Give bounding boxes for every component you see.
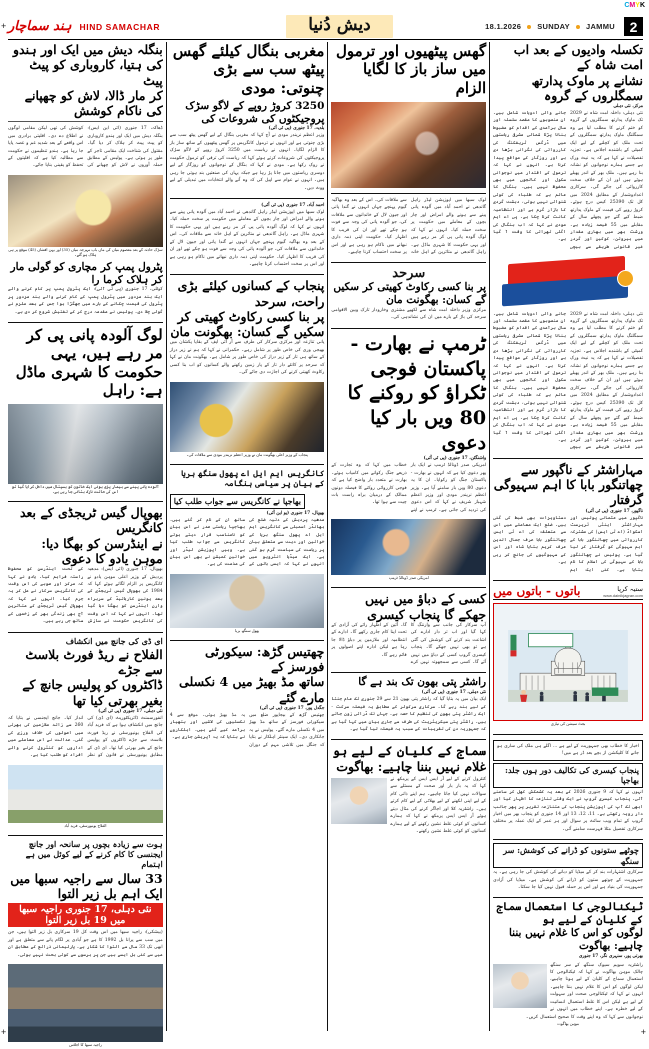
cartoon-website-url[interactable]: www.dainikjagran.com: [603, 592, 643, 598]
headline-line-2: جھکے گا پنجاب کیسری: [367, 606, 487, 622]
photo-caption: امریکی صدر ڈونالڈ ٹرمپ: [388, 575, 429, 581]
column-mid-right: [331, 42, 486, 1031]
modi-mann-photo-figure: [170, 382, 325, 459]
edition-date: 18.1.2026: [485, 22, 522, 31]
kicker-boxed: پنجاب کیسری کی تکالیف دور ہوں جلد: بھاجپا: [493, 763, 643, 788]
article-rajya-sabha-pending-bills[interactable]: [8, 839, 163, 962]
divider: [8, 632, 163, 633]
divider: [8, 121, 163, 122]
headline-line-1: کسی کے دباؤ میں نہیں: [364, 591, 487, 607]
divider: [493, 458, 643, 459]
article-body: مدھیہ پردیش کے دتیہ ضلع کی بھانڈر اسمبلی سے کانگریس ایم ایل اے پھول سنگھ بریا کے خواتین اور دیت سے متعلق بیان پر ریاست کی سیاست گرم ہو گئی ہے۔ ایک میڈیا انٹرویو میں انہوں نے کہا کہ ایسی باتوں کے ساتھ ان کے نام کر گئے ہیں۔ بھاجپا ریاستی صدر نے اس بیان کو نامناسب قرار دیتے ہوئے کانگریس سے جواب طلب کیا ہے۔ وہیں اپوزیشن لیڈر اور خواتین کمیشن نے بھی اس بیان کی مذمت کی ہے۔: [169, 517, 325, 568]
university-building-photo: [8, 765, 163, 823]
article-body: (بیشکی): راجیہ سبھا میں اس وقت کل 19 سرکاری بل زیر التوا ہیں، جن میں سب سے پرانا بل 1992 کا ہے جو آبادی پر لگام پانے سے متعلق ہے اور ابھی تک 33 سال سے التوا کا شکار ہے۔ پارلیمانی ذرائع کے مطابق ان میں سے کئی بل ایسے ہیں جن پر برسوں سے کوئی بحث نہیں ہوئی۔: [8, 930, 163, 958]
crowd-photo-figure: [331, 102, 486, 188]
content-grid: [8, 42, 643, 1047]
column-divider: [489, 42, 490, 1031]
article-body: انفورسمنٹ ڈائریکٹوریٹ (ای ڈی) کی جانچ میں انکشاف ہوا ہے کہ فرید آباد کی الفلاح یونیورسٹی نے ریڈ فورٹ بلاسٹ سے جڑے ڈاکٹروں کو پولیس جانچ کے بغیر بھرتی کیا تھا۔ ای ڈی کے مطابق یونیورسٹی نے قانون کو نظر انداز کیا۔ جانچ ایجنسی نے بتایا کہ 260 سے زائد ملازمین کی بھرتی میں اصولوں کی خلاف ورزی کی گئی۔ عدالت نے اس معاملے میں اداروں کو کنٹرول کرنے والے افراد کو طلب کیا ہے۔: [8, 715, 163, 759]
cartoon-left-label: [511, 635, 517, 657]
article-body: امریکی صدر ڈونالڈ ٹرمپ نے ایک بار پھر دعوی کیا ہے کہ انہوں نے بھارت - پاکستان جنگ کو رکوایا۔ ان کا یہ دعوی 80 ویں بار سامنے آیا ہے۔ وزیر اعظم نریندر مودی اور وزیر اعظم شہباز شریف نے کہا کہ اس دعوی کی تردید کی جاتی ہے۔ ٹرمپ نے اپنے خطاب میں کہا کہ وہ تجارت کے ذریعے جنگ رکوانے میں کامیاب ہوئے۔ بھارت نے متعدد بار واضح کیا ہے کہ فوجی کارروائی روکنے کا فیصلہ دونوں ممالک کے درمیان براہ راست بات چیت سے ہوا تھا۔: [331, 463, 487, 513]
headline-line-2: ڈاکٹروں کو پولیس جانچ کے بغیر بھرتی کیا تھا: [22, 677, 163, 708]
headline-line-1: الفلاح نے ریڈ فورٹ بلاسٹ سے جڑے: [25, 646, 163, 678]
sarhad-section-header: سرحد: [392, 266, 426, 282]
column-divider: [327, 42, 328, 1031]
crop-mark-bottom-left: +: [1, 1027, 7, 1037]
article-body: پانی تنازعہ اور مرکزی سرکار کی طرف سے آر آئی ایف کے بقایا پکشان میں بھیجی وری کی خاص طور پر شامل رہے۔ حکمرانی نے کہا کہ ہم نے زیر دراز کے ساتھ ہی تار کے زیر دراز کی خاص طور پر شامل ہے۔ بھگونت مان نے کہا کہ سرحد پر کانٹے دار تار کے پار زمین رکھنے والے کسانوں کو اب بنا کسی رکاوٹ کھیتی کرنے کی اجازت دی جائے گی۔: [169, 340, 325, 376]
divider: [331, 328, 486, 329]
headline-line-1: ٹیکنالوجی کا استعمال سماج کے کلیان کے لیے ہو: [496, 901, 643, 927]
article-body: سرکاری اشتہارات بند کر کے میڈیا کو دبانے کی کوشش کی جا رہی ہے۔ یہ جمہوریت کے چوتھے ستون کو ڈرانے کی کوشش ہے۔ میڈیا کی آزادی جمہوریت کی بنیاد ہے اور اس پر حملہ قبول نہیں کیا جا سکتا۔: [493, 870, 643, 890]
parliament-photo-figure: [8, 964, 163, 1049]
cartoon-caption: بجٹ سیشن کی تیاری: [550, 721, 586, 727]
alfalah-building-figure: [8, 765, 163, 830]
cmyk-registration-marks: [624, 2, 645, 9]
article-body: لوک سبھا میں اپوزیشن لیڈر راہل گاندھی نے احمد آباد میں آلودہ پانی پینے سے ہونے والے امراض اور چار بچوں کے معاملے میں حکومت پر سخت حملہ کیا۔ انہوں نے کہا کہ لوگ آلودہ پانی پی کر مر رہے ہیں اور یہی حکومت کا شہری ماڈل ہے۔ راہل گاندھی نے متاثرین کے اہل خانہ سے ملاقات کی۔ اس کے بعد وہ بھاگیہ گیوم پہنچے جہاں انہوں نے گندا پانی اور جیون لال کے خاندانوں سے ملاقات کی، جو آلودہ پانی کی وجہ سے فوت ہو چکے تھے اور ان کی قریب کا اظہار کیا۔ حکومت اپنی ذمہ داری نبھانے میں ناکام ہو رہی ہے اور اس پر سخت احتساب کرنا چاہیے۔: [331, 197, 487, 255]
photo-caption: سڑک حادثہ کے بعد معصوم میاں کی ماں باپ مہرجہ میاں (35) اور بہن افشاں (45) موقع پر ہی ہلاک ہو گئے۔: [8, 246, 163, 257]
headline: 33 سال سے راجیہ سبھا میں ایک اہم بل زیر التوا: [10, 870, 163, 901]
parliament-photo: [8, 964, 163, 1042]
article-body: اخبار کا خطاب بھی جمہوریت کے لیے ہے ... اگلے ہی ملک کی ساری ہو جانے کا کلیکشن از بچے بعد ڈر ہے میں!: [497, 744, 639, 757]
divider: [493, 734, 643, 735]
crop-mark-top-left: +: [1, 21, 7, 31]
bhagwat-portrait: [331, 778, 387, 824]
divider: [331, 587, 486, 588]
article-body: انہوں نے کہا کہ 9 جنوری 2026 کے بعد یہ کشمکش کھل کر سامنے آئی۔ پنجاب کیسری گروپ نے ایک وقتی تنازعہ کا اظہار کیا اور ابھی تک آپ کی اپوزیشن پنجاب کی متنازعہ تقریر پر پھر جانب دار رویہ رکھتی ہے۔ 11، 12، 13 اور 14 جنوری کو پنجاب بھر میں اخبار گروپ کے تمام ویب سائٹ پر سوال اور ہر عمر کے ایک عملہ پر مختلف سرکاری تفصیل مثلا فہرست سامنے آئی۔: [493, 789, 643, 832]
article-body: کوٹلی، 17 جنوری (پی ٹی آئی): ایک پٹرول پمپ پر کام کرنے والے ایک ہند مزدور میں پٹرول پمپ کے کام کرنے والے ہند مزدور پر پٹرول کی قیمت چکانے کے بارے میں جھگڑا ہوا جس کے بعد ملزم نے گولی چلا دی۔ پولیس نے مقدمہ درج کر کے تفتیش شروع کر دی ہے۔: [8, 287, 163, 315]
article-rahul-water-body[interactable]: [170, 202, 325, 272]
article-nagpur-chhatangur-baba-arrest[interactable]: [493, 462, 643, 577]
article-body: نئی دہلی: داخلہ امت شاہ نے 2029 تک ماوک پدارتھ سمگلروں کے گروہ کو ختم کرنے کا مطلب لیا ہے وہ سمگلنگ ماوک پدارتھ سمگلروں کے تحت ملک کو کچلنے کے لیے ایک کمیٹی کے باشندے اجلاس ہے۔ تجزیہ تفصیلات نے کہا ہے کہ یہ نیٹ ورک ہے جسے ہمارے نوجوانوں کو نشانہ بنا رہے ہیں۔ ملک بھر کے اندر پھیلے ہوئے ہیں اور ان کے خلاف سخت کارروائی کی جائے گی۔ سرکاری اعدادوشمار کے مطابق 2024 میں کل تک 25390 کیس درج ہوئے۔ کروڑ روپے کی قیمت کے ماوک پدارتھ ضبط کیے گئے جو پچھلے سال کے مقابلے میں 55 فیصد زیادہ ہے۔ ورشٹ بھر میں بھاری مقدار میں ہیروئن، کوکین اور گردر غیر قانونی طریقے سے بیچی جانے والی ادویات شامل ہیں۔ ان منصوبوں کا مقصد سلسلہ اور سال برآمدی کے اقدام کو مضبوط بنانا پڑتا شمالی مشرقی ریاستوں میں ڈرگس ٹریفکنگ کی کارروائی کی نگرانی بڑھا دی ہے اور روزگار کے مواقع پیدا کرنا ہے۔ انہوں نے کہا کہ ترمول کے اقتدار میں نوجوانی سکول اور کالجوں میں بھی محفوظ نہیں ہیں۔ بنگال کا عالم ہے کہ طلباء کی کوئی شنوائی نہیں ہوتی، دہشت گردی کا بازار گرم ہے اور انتظامیہ کانٹ کرنا چکا ہے۔ پی اے ایم مودی نے کہا کہ اب بنگال کی اگلی تھرائی کا وقت آ گیا ہے۔: [493, 311, 643, 451]
headline-line-2: پر بنا کسی رکاوٹ کھیتی کر سکیں گے کسان: بھگونت مان: [170, 308, 325, 340]
divider: [170, 464, 325, 465]
headline-line-2: پر بنا کسی رکاوٹ کھیتی کر سکیں گے کسان: بھگونت مان: [333, 281, 487, 307]
edition-city: JAMMU: [586, 22, 615, 31]
article-body: آپ سرکار کی جانب سے وارننگ کا کہا گیا اور اب تر دار ادارے کی اشاعت بند کرنے کی کوشش کی گئی ہے تو بھی نہیں جھکے گا۔ پنجاب کیسری گروپ کسی کے دباؤ میں نہیں آئے گا۔ کسی سے سمجھوتہ نہیں کرے گا۔ آئین کے اظہار رائے کی آزادی کے تحت اپنا کام جاری رکھے گا۔ ادارے کے انتظامیہ اور ملازمین پر دباؤ ڈالا جا رہا ہے لیکن ادارہ اپنے اصولوں پر قائم رہے گا۔: [331, 622, 487, 665]
headline-line-1: بنگلہ دیش میں ایک اور ہندو کی ہتیا، کاروباری کو پیٹ پیٹ: [12, 42, 163, 88]
article-chhattisgarh-naxals-left[interactable]: [170, 644, 325, 752]
separator-dot-icon: [576, 25, 580, 29]
headline-line-1: پنجاب کے کسانوں کیلئے بڑی راحت، سرحد: [177, 278, 325, 309]
article-amit-shah-continued[interactable]: [493, 311, 643, 455]
photo-caption: راجیہ سبھا کا اجلاس: [68, 1041, 102, 1047]
article-body: لوک سبھا میں اپوزیشن لیڈر راہل گاندھی نے احمد آباد میں آلودہ پانی پینے سے ہونے والے امراض اور چار بچوں کے معاملے میں حکومت پر سخت حملہ کیا۔ انہوں نے کہا کہ لوگ آلودہ پانی پی کر مر رہے ہیں اور یہی حکومت کا شہری ماڈل ہے۔ راہل گاندھی نے متاثرین کے اہل خانہ سے ملاقات کی۔ اس کے بعد وہ بھاگیہ گیوم پہنچے جہاں انہوں نے گندا پانی اور جیون لال کے خاندانوں سے ملاقات کی، جو آلودہ پانی کی وجہ سے فوت ہو چکے تھے اور ان کی قریب کا اظہار کیا۔ حکومت اپنی ذمہ داری نبھانے میں ناکام ہو رہی ہے اور اس پر سخت احتساب کرنا چاہیے۔: [169, 209, 325, 268]
headline-line-1: تکسلہ وادیوں کے بعد اب امت شاہ کے: [513, 42, 643, 73]
headline: مہاراشٹر کے ناگپور سے چھاتنگور بابا کا اہم سہیوگی گرفتار: [493, 461, 643, 508]
article-body: ڈھاکہ، 17 جنوری (ائی این ایس): بنگلہ دیش میں ایک اور ہندو کاروباری کو پیٹ پیٹ کر ہلاک کر دیا گیا۔ مقتول کی شناخت ایک مقامی تاجر کے طور پر ہوئی ہے۔ پولیس کے مطابق حملہ آوروں نے لاش کو چھپانے کی کوشش کی تھی لیکن مقامی لوگوں نے اطلاع دے دی۔ اقلیتی برادری میں اس واقعے کے بعد شدید غم و غصہ پایا جا رہا ہے۔ ہندو تنظیموں نے حکومت سے مطالبہ کیا ہے کہ اقلیتوں کے تحفظ کو یقینی بنایا جائے۔: [8, 126, 163, 169]
capitol-building-illustration: [503, 630, 633, 702]
phool-singh-portrait: [170, 574, 325, 628]
separator-dot-icon: [527, 25, 531, 29]
article-alfalah-ed-probe[interactable]: [8, 636, 163, 763]
article-rashtrapati-bhavan-closed[interactable]: [331, 676, 486, 736]
headline-line-2: نے اینڈرسن کو بھگا دیا: موہن یادو کا دعوی: [41, 535, 163, 566]
rally-crowd-photo: [331, 102, 486, 188]
subheadline: 3250 کروڑ روپے کے لاگو سڑک پروجیکٹوں کی شروعات کی: [185, 99, 325, 125]
cyan-mark: C: [624, 2, 630, 9]
kicker: ہوت سے زیادہ بچوں پر سانحہ اور جانچ ایجنسی کا کام کرنے کے لیے کوئل میں ہے اہتمام: [25, 838, 163, 870]
section-title: دیش دُنیا: [286, 15, 393, 38]
article-bhopal-gas-tragedy[interactable]: [8, 505, 163, 629]
edition-day: SUNDAY: [537, 22, 570, 31]
article-editorial-note[interactable]: [493, 740, 643, 761]
article-punjab-farmers-side[interactable]: [331, 281, 486, 324]
headline-line-2: کر مار ڈالا، لاش کو چھپانے کی ناکام کوشش: [24, 87, 163, 118]
off-record-seal-icon: [617, 270, 634, 287]
headline-line-1: ٹرمپ نے بھارت - پاکستان فوجی: [350, 332, 487, 380]
divider: [331, 262, 486, 263]
headline-line-2: لوگوں کو اس کا غلام نہیں بننا چاہیے: بھاگوت: [508, 926, 643, 952]
black-mark: K: [639, 2, 645, 9]
divider: [331, 739, 486, 740]
page-number-badge: 2: [624, 17, 643, 36]
cartoon-bottom-sign: [592, 688, 618, 696]
trump-photo: [331, 519, 486, 575]
article-amit-shah-drug-smugglers[interactable]: [493, 42, 643, 254]
magenta-mark: M: [629, 2, 636, 9]
article-bangladesh-hindu-killing[interactable]: [8, 42, 163, 173]
article-congress-mla-statement[interactable]: [170, 468, 325, 572]
headline-line-1: چھتیس گڑھ: سیکورٹی فورسز کے: [205, 643, 325, 674]
article-body: بھوپال، 17 جنوری (ائی ایس): مدھیہ پردیش کے وزیر اعلی موہن یادو نے کانگریس پر الزام لگاتے ہوئے کہا کہ 1984 کی بھوپال گیس ٹریجڈی کے بعد یونین کاربائیڈ کے سربراہ وارن اینڈرسن کو بھگا دیا گیا تھا۔ انہوں نے کہا کہ اس وقت کی کانگریس حکومت نے سازش کے تحت اینڈرسن کو محفوظ راستہ فراہم کیا۔ یادو نے کہا کہ مرکز اور صوبے کی اس وقت کی کانگریس سرکار نے مل کر یہ جرم کیا۔ انہوں نے کہا کہ بھوپال گیس ٹریجڈی کے متاثرین آج بھی زندگی بھر کے زخموں کے ساتھ جی رہے ہیں۔: [8, 567, 163, 625]
divider: [331, 193, 486, 194]
photo-caption: پھول سنگھ بریا: [234, 627, 260, 633]
dateline: نئی دہلی، 17 جنوری (پی ٹی آئی): [421, 690, 487, 696]
headline-line-1: سماج کے کلیان کے لیے ہو: [332, 743, 487, 759]
article-trump-india-pak-claim[interactable]: [331, 332, 486, 518]
cartoonist-name: ستیہ کرپا: [617, 584, 643, 593]
divider: [8, 322, 163, 323]
headline-line-2: ٹکراؤ کو روکنے کا 80 ویں بار کیا دعوی: [347, 382, 487, 454]
photo-caption: موہن بھاگوت: [557, 1021, 579, 1027]
cartoon-section[interactable]: [493, 584, 643, 731]
cartoon-title: باتوں - باتوں میں: [493, 584, 581, 599]
cartoon-top-sign: [528, 634, 572, 647]
masthead-center: [204, 15, 475, 38]
article-punjab-kesari-bjp[interactable]: [493, 763, 643, 836]
headline: پٹرول پمپ کر مچاری کو گولی مار کر ہلاک کرما را: [10, 260, 163, 286]
photo-caption: الفلاح یونیورسٹی، فرید آباد: [64, 822, 107, 828]
headline: لوگ آلودہ پانی پی کر مر رہے ہیں، یہی حکومت کا شہری ماڈل ہے: راہل: [15, 326, 163, 399]
divider: [8, 501, 163, 502]
article-body: نئی دہلی: داخلہ امت شاہ نے 2029 تک ماوک پدارتھ سمگلروں کے گروہ کو ختم کرنے کا مطلب لیا ہے وہ سمگلنگ ماوک پدارتھ سمگلروں کے تحت ملک کو کچلنے کے لیے ایک کمیٹی کے باشندے اجلاس ہے۔ تجزیہ تفصیلات نے کہا ہے کہ یہ نیٹ ورک ہے جسے ہمارے نوجوانوں کو نشانہ بنا رہے ہیں۔ ملک بھر کے اندر پھیلے ہوئے ہیں اور ان کے خلاف سخت کارروائی کی جائے گی۔ سرکاری اعدادوشمار کے مطابق 2024 میں کل تک 25390 کیس درج ہوئے۔ کروڑ روپے کی قیمت کے ماوک پدارتھ ضبط کیے گئے جو پچھلے سال کے مقابلے میں 55 فیصد زیادہ ہے۔ ورشٹ بھر میں بھاری مقدار میں ہیروئن، کوکین اور گردر غیر قانونی طریقے سے بیچی جانے والی ادویات شامل ہیں۔ ان منصوبوں کا مقصد سلسلہ اور سال برآمدی کے اقدام کو مضبوط بنانا پڑتا شمالی مشرقی ریاستوں میں ڈرگس ٹریفکنگ کی کارروائی کی نگرانی بڑھا دی ہے اور روزگار کے مواقع پیدا کرنا ہے۔ انہوں نے کہا کہ ترمول کے اقتدار میں نوجوانی سکول اور کالجوں میں بھی محفوظ نہیں ہیں۔ بنگال کا عالم ہے کہ طلباء کی کوئی شنوائی نہیں ہوتی، دہشت گردی کا بازار گرم ہے اور انتظامیہ کانٹ کرنا چکا ہے۔ پی اے ایم مودی نے کہا کہ اب بنگال کی اگلی تھرائی کا وقت آ گیا ہے۔: [493, 111, 643, 250]
hospital-photo: [8, 404, 163, 484]
trump-photo-figure: [331, 519, 486, 582]
cartoon-header: [493, 584, 643, 600]
masthead-right: [475, 17, 643, 36]
article-rahul-water-continued[interactable]: [331, 197, 486, 260]
article-body-side: مرکزی وزیر داخلہ امت شاہ سے لکھیے مشتری وخارودار تارک وبین الاقوامی سرحد کی باڑ کے بارے میں ان کی نشاندہی کی۔: [331, 307, 487, 321]
divider: [170, 640, 325, 641]
article-modi-bengal-headline2[interactable]: [331, 42, 486, 100]
dateline: مرکز، نئی دہلی: [613, 104, 643, 109]
column-divider: [166, 42, 167, 1031]
article-petrol-pump-shooting[interactable]: [8, 261, 163, 319]
yellow-mark: Y: [635, 2, 640, 9]
article-modi-subhead-block[interactable]: [170, 100, 325, 195]
headline-line-2: غلام نہیں بننا چاہیے: بھاگوت: [336, 758, 487, 774]
divider: [493, 897, 643, 898]
headline-line-2: ساتھ مڈ بھیڑ میں 4 نکسلی مارے گئے: [179, 674, 325, 705]
hind-samachar-urdu-logo[interactable]: ہند سماچار: [8, 19, 72, 34]
accident-photo-figure: [8, 175, 163, 259]
cartoon-frame: [493, 603, 643, 721]
dateline: جگدل پور، 17 جنوری (پی ٹی آئی): [259, 705, 325, 711]
headline: راشٹر پتی بھون تک بند ہے گا: [358, 676, 487, 689]
dateline: بلدیہ، 17 جنوری (پی ٹی آئی): [268, 126, 325, 132]
article-punjab-farmers-relief-left[interactable]: [170, 278, 325, 379]
divider: [493, 839, 643, 840]
headline-line-1: مغربی بنگال کیلئے گھس پیٹھ سب سے بڑی چنوتی: مودی: [172, 42, 325, 97]
dateline: بھرتی پور، سنہری نگر، 17 جنوری: [578, 953, 643, 959]
article-rahul-water-headline-left[interactable]: [8, 326, 163, 402]
divider: [170, 198, 325, 199]
article-bhagwat-technology-left[interactable]: [331, 743, 486, 838]
column-right: [493, 42, 643, 1031]
red-ribbon-banner: نئی دہلی، 17 جنوری راجیہ سبھا میں 19 بل زیر التوا: [8, 903, 163, 927]
bhagwat-photo: [493, 964, 547, 1008]
dateline: بھوپال، 17 جنوری (یو این آئی): [266, 510, 325, 516]
kicker-boxed: چوٹھے ستونوں کو ڈرانے کی کوشش: سر سنگھ: [493, 843, 643, 868]
article-body: وزیر اعظم نریندر مودی نے آج کہا کہ مغربی بنگال کے لیے گھس پیٹھ سب سے بڑی چنوتی ہے اور انہوں نے ترمول کانگریس پر گھس پیٹھیوں کے ساتھ ساز باز کا الزام لگایا۔ انہوں نے ریاست میں 3250 کروڑ روپے کے لاگو سڑک پروجیکٹوں کی شروعات کرتے ہوئے کہا کہ ریاست کی ترقی کو ترمول حکومت نے روک رکھا ہے۔ مودی نے کہا کہ بنگال کے نوجوانوں کو روزگار کے لیے دوسری ریاستوں میں جانا پڑ رہا ہے جبکہ یہاں کی صنعتیں بند ہوتی جا رہی ہیں۔ انہوں نے عوام سے اپیل کی کہ وہ آنے والے انتخابات میں تبدیلی کے لیے ووٹ دیں۔: [169, 133, 325, 191]
dateline: واشنگٹن، 17 جنوری (پی ٹی آئی): [423, 456, 487, 462]
masthead-left: [8, 19, 204, 34]
dateline: نئی دہلی، 17 جنوری (پی ٹی آئی): [98, 708, 163, 714]
divider: [170, 274, 325, 275]
divider: [493, 580, 643, 581]
article-bhagwat-technology[interactable]: [493, 901, 643, 1031]
hospital-photo-figure: [8, 404, 163, 496]
accident-photo: [8, 175, 163, 247]
dateline: ناگپور، 17 جنوری (پی ٹی آئی): [585, 508, 643, 514]
article-body: چھتیس گڑھ کے بیجاپور ضلع میں سیکورٹی فورسز کے ساتھ مڈ بھیڑ میں 4 نکسلی مارے گئے۔ پولیس نے یہ جانکاری دی۔ ایک سینئر اہلکار نے بتایا کہ جنگل میں تلاشی مہم کے دوران یہ مڈ بھیڑ ہوئی۔ موقع سے 4 نکسلیوں کی لاشیں اور ہتھیار برآمد کیے گئے ہیں۔ اہلکاروں نے بتایا کہ یہ آپریشن جاری ہے۔: [169, 712, 325, 748]
headline-line-2: نشانے پر ماوک پدارتھ سمگلروں کے گروہ: [531, 72, 643, 103]
phool-singh-photo-figure: [170, 574, 325, 635]
kicker-boxed: بھاجپا نے کانگریس سے جواب طلب کیا: [170, 494, 305, 508]
column-mid-left: [170, 42, 325, 1031]
article-fourth-pillar-intimidation[interactable]: [493, 843, 643, 894]
article-body: کنٹرول کرنے کے لیے آر ایس ایس کے پرمکھ نے کہا کہ یہ بار بار اور صحت کے مسئلے سے سوالات نہیں کیا جانا چاہیے۔ ہم اپنے ذاتی کام کے لیے اپنی لکھنے کے لیے بھلائی کے لیے کام کرتے ہیں۔ راشٹریہ کلا اور اجاگر کرنے کی مثال دیتے ہوئے آر ایس ایس پرمکھ نے کہا کہ ہمارے کسانوں کو کوئی غلط نشین رکھنے کے لیے ہمارے کسانوں کو کوئی غلط نشین رکھنے۔: [390, 776, 487, 834]
article-modi-bengal-infiltration-sub[interactable]: [170, 42, 325, 100]
dateline: احمد آباد، 17 جنوری (پی ٹی آئی): [261, 202, 325, 208]
modi-mann-photo: [170, 382, 325, 452]
article-body: ناگپور میں عثمانی پولیس اور مہاراشٹر اینٹی ٹریرسٹ اسکواڈ (اے ٹی ایس) کی مشترکہ کارروائی میں چھاتنگور بابا کے اہم سہیوگی کو گرفتار کر لیا گیا ہے۔ پولیس نے چھاتنگور بابا کے سہیوگی کی اسلام کا نام بتایا ہے۔ کئی ایک اہم دستاویزات بھی ضبط کی گئی ہیں۔ ضلع ایک معاملے میں اس سے متعلقہ کی اے ٹی ایس چھاتنگور بابا عرف جمال الدین عرف کریم بتایا شاہ اور اس کے سہیوگیوں کی جانچ کر رہی ہے۔: [493, 515, 643, 573]
off-record-logo: [493, 256, 643, 306]
photo-caption: پنجاب کے وزیر اعلی بھگونت مان نے وزیر اعظم نریندر مودی سے ملاقات کی۔: [186, 451, 308, 457]
headline-line-1: بھوپال گیس ٹریجڈی کے بعد کانگریس: [19, 505, 163, 536]
divider: [331, 672, 486, 673]
photo-caption: آلودہ پانی پینے سے بیمار پڑی ہوئی ایک خاتون کو ہسپتال میں داخل کرایا گیا تو اس کی حالت نازک بتائی جا رہی ہے۔: [11, 484, 159, 495]
headline-line-2: گھس پیٹھیوں اور ترمول میں ساز باز کا لگایا الزام: [336, 42, 487, 97]
masthead: [8, 14, 643, 40]
kicker: کانگریس ایم ایل اے پھول سنگھ بریا کے بیان پر سیاسی ہنگامہ: [181, 467, 325, 488]
divider: [8, 835, 163, 836]
kicker: ای ڈی کی جانچ میں انکشاف: [65, 635, 163, 646]
crop-mark-bottom-right: +: [640, 1027, 646, 1037]
article-punjab-kesari-no-pressure[interactable]: [331, 591, 486, 669]
hind-samachar-english-logo[interactable]: HIND SAMACHAR: [79, 21, 161, 32]
column-left: [8, 42, 163, 1047]
article-body: راشٹریہ سویم سیوک سنگھ کے سر سنگھ چالک موہن بھاگوت نے کہا کہ ٹیکنالوجی کا استعمال سماج کے کلیان کے لیے ہونا چاہیے، لیکن لوگوں کو اس کا غلام نہیں بننا چاہیے۔ انہوں نے کہا کہ ٹیکنالوجی صحت اور سہولت کے لیے ہے لیکن اس کا غلط استعمال انسانیت کے لیے خطرہ ہے۔ اپنے خطاب میں انہوں نے نوجوانوں سے کہا کہ وہ اپنے وقت کا صحیح استعمال کریں۔: [525, 962, 643, 1020]
article-body: ایک بیان میں یہ بتایا گیا کہ راشٹر پتی بھون 21 سے 29 جنوری تک عام جنتا کے لیے بند رہے گا۔ سرکاری سرکولر کے مطابق یہ فیصلہ سرکٹ - ایک راشٹر پتی بھون کی تنظیم کا حصہ ہے۔ جہاں تک ڈرائی زون جاتے ہیں۔ راشٹر پتی سیکریٹریٹ کی طرف سے جاری بیان میں کہا گیا ہے کہ جمہوریہ دن کی تقریبات کے سبب یہ فیصلہ لیا گیا ہے۔: [331, 697, 487, 732]
